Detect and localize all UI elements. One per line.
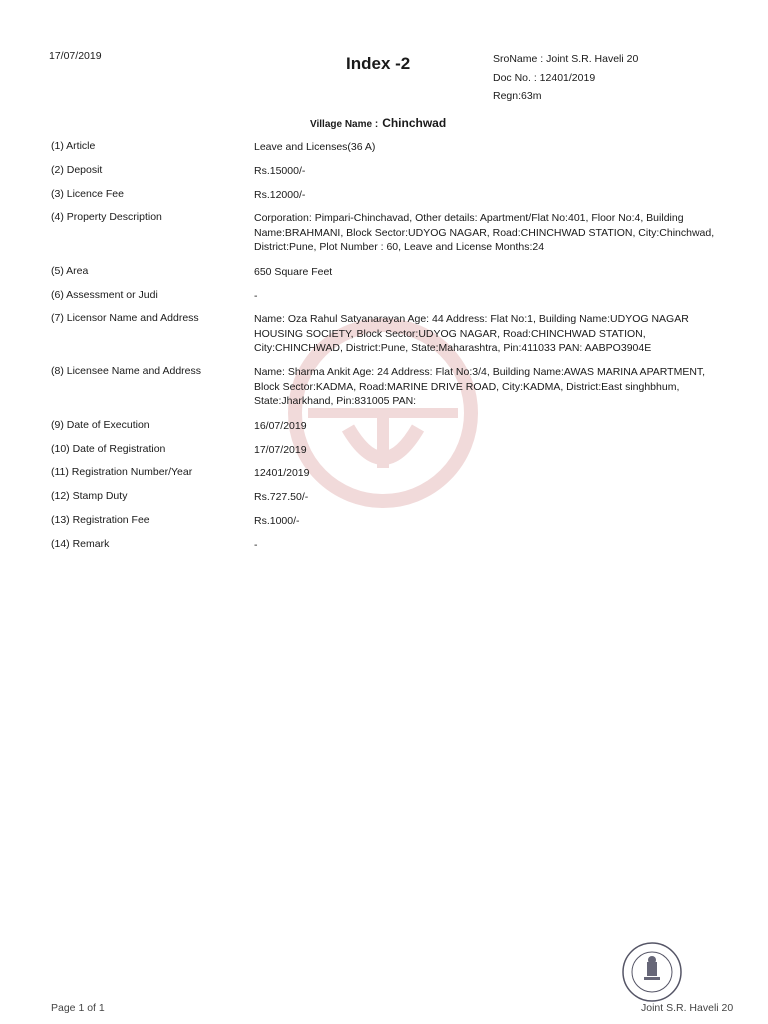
field-value: 17/07/2019 [254, 444, 307, 456]
field-label: (7) Licensor Name and Address [51, 312, 199, 324]
field-value: Rs.727.50/- [254, 491, 309, 503]
village-line [310, 116, 446, 130]
field-value: Rs.1000/- [254, 515, 300, 527]
field-value: Leave and Licenses(36 A) [254, 141, 376, 153]
field-label: (5) Area [51, 265, 89, 277]
field-value: 12401/2019 [254, 467, 310, 479]
field-value: Rs.15000/- [254, 165, 306, 177]
office-name: Joint S.R. Haveli 20 [641, 1002, 734, 1014]
field-label: (13) Registration Fee [51, 514, 150, 526]
registrar-seal-icon [620, 940, 684, 1004]
field-value: 650 Square Feet [254, 266, 333, 278]
regn-code: Regn:63m [493, 90, 542, 102]
field-label: (14) Remark [51, 538, 110, 550]
sro-info-block [493, 50, 638, 106]
field-label: (10) Date of Registration [51, 443, 166, 455]
field-value: 16/07/2019 [254, 420, 307, 432]
field-label: (8) Licensee Name and Address [51, 365, 201, 377]
field-label: (2) Deposit [51, 164, 103, 176]
field-label: (12) Stamp Duty [51, 490, 128, 502]
field-label: (11) Registration Number/Year [51, 466, 193, 478]
page-number: Page 1 of 1 [51, 1002, 105, 1014]
field-value: Name: Sharma Ankit Age: 24 Address: Flat No:3/4, Building Name:AWAS MARINA APARTMENT, Block Sector:KADMA, Road:MARINE DRIVE ROAD, City:KADMA, District:East singhbhum, State:Jharkhand, Pin:831005 PAN: [254, 366, 706, 407]
field-label: (6) Assessment or Judi [51, 289, 158, 301]
field-label: (1) Article [51, 140, 96, 152]
page-title: Index -2 [346, 54, 411, 73]
field-label: (3) Licence Fee [51, 188, 124, 200]
field-value: Rs.12000/- [254, 189, 306, 201]
field-value: - [254, 290, 258, 302]
field-label: (9) Date of Execution [51, 419, 150, 431]
village-value: Chinchwad [382, 116, 447, 130]
sro-name: SroName : Joint S.R. Haveli 20 [493, 53, 639, 65]
village-label: Village Name : [310, 119, 379, 130]
document-date: 17/07/2019 [49, 50, 102, 62]
field-value: - [254, 539, 258, 551]
doc-number: Doc No. : 12401/2019 [493, 71, 596, 84]
field-value: Name: Oza Rahul Satyanarayan Age: 44 Address: Flat No:1, Building Name:UDYOG NAGAR HOUSING SOCIETY, Block Sector:UDYOG NAGAR, Road:CHINCHWAD STATION, City:CHINCHWAD, District:Pune, State:Maharashtra, Pin:411033 PAN: AABPO3904E [254, 313, 689, 354]
field-value: Corporation: Pimpari-Chinchavad, Other details: Apartment/Flat No:401, Floor No:4, Building Name:BRAHMANI, Block Sector:UDYOG NAGAR, Road:CHINCHWAD STATION, City:Chinchwad, District:Pune, Plot Number : 60, Leave and License Months:24 [254, 212, 715, 253]
field-label: (4) Property Description [51, 211, 162, 223]
